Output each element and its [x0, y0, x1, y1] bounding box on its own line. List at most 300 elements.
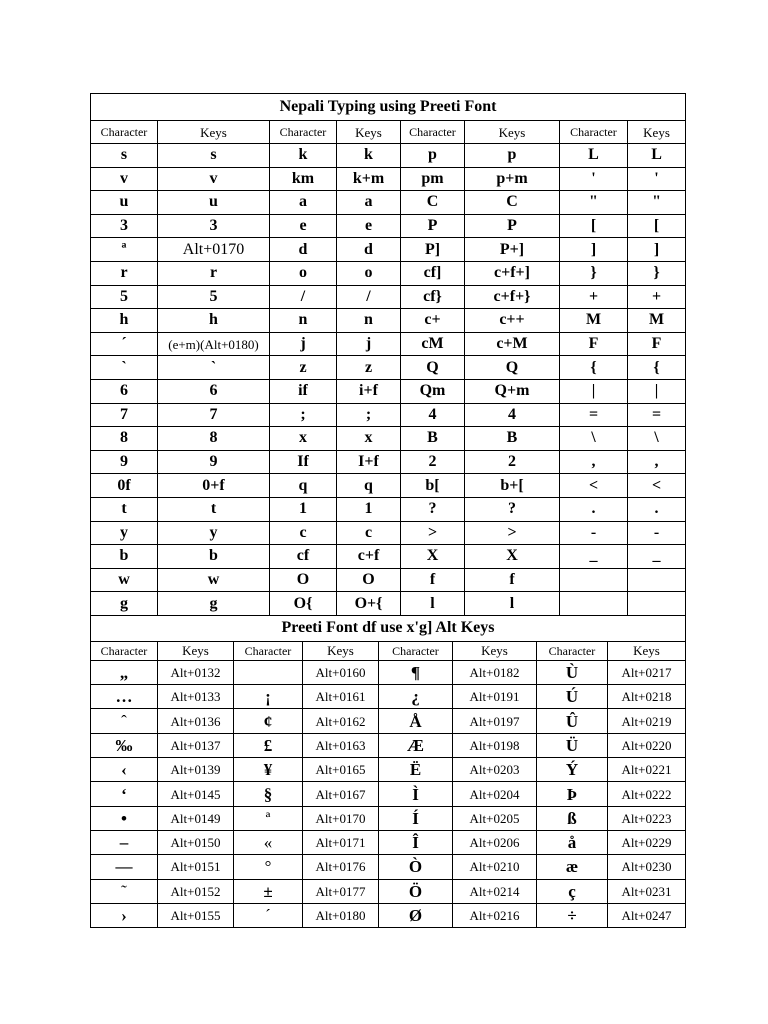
keys-cell: ] [628, 238, 686, 262]
table-row [91, 758, 686, 782]
table1-header-row [91, 121, 686, 144]
keys-cell: - [628, 521, 686, 545]
keys-cell: 5 [158, 285, 270, 309]
column-header: Keys [158, 641, 234, 660]
character-cell: Æ [379, 733, 453, 757]
table-row [91, 497, 686, 521]
character-cell: Qm [401, 379, 465, 403]
character-cell: cM [401, 332, 465, 356]
character-cell: å [537, 830, 608, 854]
keys-cell: < [628, 474, 686, 498]
keys-cell: Alt+0165 [303, 758, 379, 782]
keys-cell: Alt+0132 [158, 660, 234, 684]
keys-cell: / [337, 285, 401, 309]
keys-cell: v [158, 167, 270, 191]
keys-cell: Alt+0170 [158, 238, 270, 262]
character-cell: w [91, 568, 158, 592]
column-header: Character [270, 121, 337, 144]
keys-cell: r [158, 261, 270, 285]
character-cell: ç [537, 879, 608, 903]
column-header: Character [560, 121, 628, 144]
table2-header-row [91, 641, 686, 660]
keys-cell: Alt+0222 [608, 782, 686, 806]
character-cell: , [560, 450, 628, 474]
keys-cell: i+f [337, 379, 401, 403]
keys-cell: _ [628, 545, 686, 569]
character-cell: 3 [91, 214, 158, 238]
character-cell: £ [234, 733, 303, 757]
character-cell: \ [560, 427, 628, 451]
character-cell: Ò [379, 855, 453, 879]
character-cell [560, 592, 628, 616]
keys-cell: I+f [337, 450, 401, 474]
table-row [91, 592, 686, 616]
character-cell: X [401, 545, 465, 569]
character-cell: Ù [537, 660, 608, 684]
keys-cell: Alt+0171 [303, 830, 379, 854]
keys-cell: " [628, 191, 686, 215]
table-row [91, 903, 686, 927]
keys-cell: n [337, 309, 401, 333]
character-cell: ª [234, 806, 303, 830]
table-row [91, 379, 686, 403]
keys-cell: Alt+0223 [608, 806, 686, 830]
keys-cell: B [465, 427, 560, 451]
character-cell: ª [91, 238, 158, 262]
column-header: Keys [628, 121, 686, 144]
table-row [91, 238, 686, 262]
character-cell: Û [537, 709, 608, 733]
keys-cell: p [465, 144, 560, 168]
keys-cell: F [628, 332, 686, 356]
keys-cell: Alt+0177 [303, 879, 379, 903]
character-cell: ˆ [91, 709, 158, 733]
keys-cell: 4 [465, 403, 560, 427]
keys-cell: Alt+0152 [158, 879, 234, 903]
character-cell: Ø [379, 903, 453, 927]
column-header: Keys [453, 641, 537, 660]
table-row [91, 709, 686, 733]
column-header: Character [91, 641, 158, 660]
keys-cell: Alt+0220 [608, 733, 686, 757]
keys-cell: Q [465, 356, 560, 380]
keys-cell: Alt+0206 [453, 830, 537, 854]
keys-cell: Alt+0229 [608, 830, 686, 854]
table-row [91, 450, 686, 474]
character-cell: B [401, 427, 465, 451]
keys-cell: Alt+0219 [608, 709, 686, 733]
keys-cell: P [465, 214, 560, 238]
keys-cell: Alt+0136 [158, 709, 234, 733]
keys-cell: Alt+0216 [453, 903, 537, 927]
character-cell: < [560, 474, 628, 498]
table-row [91, 427, 686, 451]
table-row [91, 261, 686, 285]
column-header: Keys [303, 641, 379, 660]
character-cell: - [560, 521, 628, 545]
character-cell: › [91, 903, 158, 927]
keys-cell: Alt+0182 [453, 660, 537, 684]
character-cell: cf] [401, 261, 465, 285]
character-cell: Q [401, 356, 465, 380]
keys-cell: C [465, 191, 560, 215]
keys-cell: c+f+} [465, 285, 560, 309]
keys-cell: k+m [337, 167, 401, 191]
character-cell: l [401, 592, 465, 616]
character-cell: ´ [91, 332, 158, 356]
keys-cell: c++ [465, 309, 560, 333]
character-cell: F [560, 332, 628, 356]
keys-cell [628, 592, 686, 616]
keys-cell: a [337, 191, 401, 215]
character-cell: _ [560, 545, 628, 569]
character-cell: 7 [91, 403, 158, 427]
table-row [91, 830, 686, 854]
character-cell: 5 [91, 285, 158, 309]
table1-title: Nepali Typing using Preeti Font [91, 94, 686, 121]
character-cell: ‘ [91, 782, 158, 806]
keys-cell [628, 568, 686, 592]
table-row [91, 733, 686, 757]
character-cell: / [270, 285, 337, 309]
keys-cell: 6 [158, 379, 270, 403]
character-cell: ¿ [379, 685, 453, 709]
keys-cell: c+f [337, 545, 401, 569]
column-header: Character [537, 641, 608, 660]
table-row [91, 309, 686, 333]
keys-cell: Alt+0137 [158, 733, 234, 757]
character-cell: Å [379, 709, 453, 733]
keys-cell: Alt+0230 [608, 855, 686, 879]
character-cell: • [91, 806, 158, 830]
keys-cell: j [337, 332, 401, 356]
character-cell: Ý [537, 758, 608, 782]
character-cell: … [91, 685, 158, 709]
character-cell: 8 [91, 427, 158, 451]
column-header: Character [234, 641, 303, 660]
keys-cell: Alt+0162 [303, 709, 379, 733]
keys-cell: d [337, 238, 401, 262]
character-cell: Ë [379, 758, 453, 782]
keys-cell: 1 [337, 497, 401, 521]
keys-cell: w [158, 568, 270, 592]
character-cell: q [270, 474, 337, 498]
column-header: Character [91, 121, 158, 144]
keys-cell: Alt+0155 [158, 903, 234, 927]
keys-cell: Q+m [465, 379, 560, 403]
preeti-alt-keys-table [90, 615, 686, 928]
character-cell: ˜ [91, 879, 158, 903]
character-cell: km [270, 167, 337, 191]
keys-cell: Alt+0214 [453, 879, 537, 903]
character-cell: O{ [270, 592, 337, 616]
table-row [91, 285, 686, 309]
character-cell: 2 [401, 450, 465, 474]
character-cell: ` [91, 356, 158, 380]
character-cell: cf} [401, 285, 465, 309]
character-cell: b[ [401, 474, 465, 498]
character-cell: 1 [270, 497, 337, 521]
table-row [91, 144, 686, 168]
keys-cell: M [628, 309, 686, 333]
keys-cell: = [628, 403, 686, 427]
character-cell: O [270, 568, 337, 592]
character-cell: Í [379, 806, 453, 830]
character-cell: . [560, 497, 628, 521]
character-cell: t [91, 497, 158, 521]
keys-cell: P+] [465, 238, 560, 262]
column-header: Character [401, 121, 465, 144]
keys-cell: Alt+0197 [453, 709, 537, 733]
character-cell: + [560, 285, 628, 309]
character-cell: L [560, 144, 628, 168]
table-row [91, 879, 686, 903]
keys-cell: Alt+0163 [303, 733, 379, 757]
keys-cell: f [465, 568, 560, 592]
keys-cell: 3 [158, 214, 270, 238]
keys-cell: b+[ [465, 474, 560, 498]
keys-cell: 8 [158, 427, 270, 451]
keys-cell: 7 [158, 403, 270, 427]
character-cell: ? [401, 497, 465, 521]
character-cell: z [270, 356, 337, 380]
character-cell [234, 660, 303, 684]
table-row [91, 782, 686, 806]
keys-cell: O [337, 568, 401, 592]
keys-cell: c+f+] [465, 261, 560, 285]
character-cell: ¡ [234, 685, 303, 709]
character-cell: [ [560, 214, 628, 238]
keys-cell: > [465, 521, 560, 545]
character-cell: ; [270, 403, 337, 427]
keys-cell: Alt+0217 [608, 660, 686, 684]
keys-cell: k [337, 144, 401, 168]
keys-cell: c [337, 521, 401, 545]
character-cell: c [270, 521, 337, 545]
character-cell: ¶ [379, 660, 453, 684]
table-row [91, 214, 686, 238]
character-cell: if [270, 379, 337, 403]
keys-cell: h [158, 309, 270, 333]
keys-cell: Alt+0150 [158, 830, 234, 854]
keys-cell: Alt+0203 [453, 758, 537, 782]
keys-cell: ? [465, 497, 560, 521]
keys-cell: Alt+0205 [453, 806, 537, 830]
keys-cell: g [158, 592, 270, 616]
character-cell: Ü [537, 733, 608, 757]
keys-cell: Alt+0161 [303, 685, 379, 709]
keys-cell: p+m [465, 167, 560, 191]
character-cell: " [560, 191, 628, 215]
column-header: Keys [337, 121, 401, 144]
keys-cell: Alt+0221 [608, 758, 686, 782]
character-cell: h [91, 309, 158, 333]
column-header: Keys [608, 641, 686, 660]
keys-cell: b [158, 545, 270, 569]
column-header: Keys [158, 121, 270, 144]
character-cell: P] [401, 238, 465, 262]
preeti-typing-table [90, 93, 686, 616]
character-cell: s [91, 144, 158, 168]
table-row [91, 685, 686, 709]
keys-cell: Alt+0191 [453, 685, 537, 709]
table2-title: Preeti Font df use x'g] Alt Keys [91, 615, 686, 641]
keys-cell: Alt+0218 [608, 685, 686, 709]
table-row [91, 660, 686, 684]
table-row [91, 568, 686, 592]
keys-cell: Alt+0247 [608, 903, 686, 927]
character-cell: C [401, 191, 465, 215]
character-cell: § [234, 782, 303, 806]
character-cell: b [91, 545, 158, 569]
character-cell: d [270, 238, 337, 262]
character-cell: – [91, 830, 158, 854]
column-header: Character [379, 641, 453, 660]
character-cell: cf [270, 545, 337, 569]
table-row [91, 545, 686, 569]
character-cell: n [270, 309, 337, 333]
keys-cell: X [465, 545, 560, 569]
character-cell: « [234, 830, 303, 854]
keys-cell: Alt+0139 [158, 758, 234, 782]
character-cell: Ö [379, 879, 453, 903]
table-row [91, 521, 686, 545]
character-cell: æ [537, 855, 608, 879]
character-cell: j [270, 332, 337, 356]
character-cell: p [401, 144, 465, 168]
keys-cell: y [158, 521, 270, 545]
character-cell: > [401, 521, 465, 545]
keys-cell: t [158, 497, 270, 521]
keys-cell: , [628, 450, 686, 474]
keys-cell: } [628, 261, 686, 285]
character-cell: f [401, 568, 465, 592]
character-cell: „ [91, 660, 158, 684]
keys-cell: e [337, 214, 401, 238]
keys-cell: L [628, 144, 686, 168]
character-cell: P [401, 214, 465, 238]
character-cell: x [270, 427, 337, 451]
character-cell: ± [234, 879, 303, 903]
keys-cell: O+{ [337, 592, 401, 616]
keys-cell: (e+m)(Alt+0180) [158, 332, 270, 356]
character-cell: a [270, 191, 337, 215]
keys-cell: Alt+0198 [453, 733, 537, 757]
table-row [91, 167, 686, 191]
character-cell: 9 [91, 450, 158, 474]
character-cell: If [270, 450, 337, 474]
keys-cell: Alt+0210 [453, 855, 537, 879]
keys-cell: c+M [465, 332, 560, 356]
keys-cell: q [337, 474, 401, 498]
keys-cell: x [337, 427, 401, 451]
character-cell: y [91, 521, 158, 545]
character-cell: 0f [91, 474, 158, 498]
character-cell: = [560, 403, 628, 427]
table-row [91, 855, 686, 879]
character-cell: ‹ [91, 758, 158, 782]
keys-cell: Alt+0231 [608, 879, 686, 903]
character-cell: | [560, 379, 628, 403]
keys-cell: 2 [465, 450, 560, 474]
keys-cell: [ [628, 214, 686, 238]
character-cell: e [270, 214, 337, 238]
character-cell: Ì [379, 782, 453, 806]
character-cell: k [270, 144, 337, 168]
character-cell: ß [537, 806, 608, 830]
character-cell: Þ [537, 782, 608, 806]
character-cell: pm [401, 167, 465, 191]
keys-cell: l [465, 592, 560, 616]
keys-cell: | [628, 379, 686, 403]
keys-cell: . [628, 497, 686, 521]
document [90, 93, 685, 928]
character-cell: g [91, 592, 158, 616]
character-cell: ¢ [234, 709, 303, 733]
character-cell: { [560, 356, 628, 380]
table-row [91, 191, 686, 215]
table-row [91, 332, 686, 356]
keys-cell: ' [628, 167, 686, 191]
table-row [91, 403, 686, 427]
character-cell: M [560, 309, 628, 333]
table-row [91, 806, 686, 830]
character-cell: ] [560, 238, 628, 262]
keys-cell: 0+f [158, 474, 270, 498]
keys-cell: Alt+0176 [303, 855, 379, 879]
keys-cell: Alt+0160 [303, 660, 379, 684]
table-row [91, 474, 686, 498]
keys-cell: 9 [158, 450, 270, 474]
character-cell: Ú [537, 685, 608, 709]
keys-cell: Alt+0180 [303, 903, 379, 927]
keys-cell: Alt+0204 [453, 782, 537, 806]
character-cell: ' [560, 167, 628, 191]
character-cell: u [91, 191, 158, 215]
keys-cell: ` [158, 356, 270, 380]
keys-cell: Alt+0149 [158, 806, 234, 830]
character-cell: 4 [401, 403, 465, 427]
keys-cell: Alt+0133 [158, 685, 234, 709]
keys-cell: \ [628, 427, 686, 451]
keys-cell: + [628, 285, 686, 309]
keys-cell: Alt+0167 [303, 782, 379, 806]
character-cell: ÷ [537, 903, 608, 927]
keys-cell: Alt+0170 [303, 806, 379, 830]
character-cell: Î [379, 830, 453, 854]
character-cell: 6 [91, 379, 158, 403]
character-cell: ° [234, 855, 303, 879]
character-cell [560, 568, 628, 592]
column-header: Keys [465, 121, 560, 144]
keys-cell: s [158, 144, 270, 168]
keys-cell: u [158, 191, 270, 215]
character-cell: o [270, 261, 337, 285]
keys-cell: ; [337, 403, 401, 427]
keys-cell: z [337, 356, 401, 380]
character-cell: } [560, 261, 628, 285]
character-cell: c+ [401, 309, 465, 333]
character-cell: — [91, 855, 158, 879]
keys-cell: { [628, 356, 686, 380]
character-cell: r [91, 261, 158, 285]
keys-cell: Alt+0145 [158, 782, 234, 806]
character-cell: ‰ [91, 733, 158, 757]
character-cell: ¥ [234, 758, 303, 782]
table-row [91, 356, 686, 380]
keys-cell: Alt+0151 [158, 855, 234, 879]
character-cell: v [91, 167, 158, 191]
